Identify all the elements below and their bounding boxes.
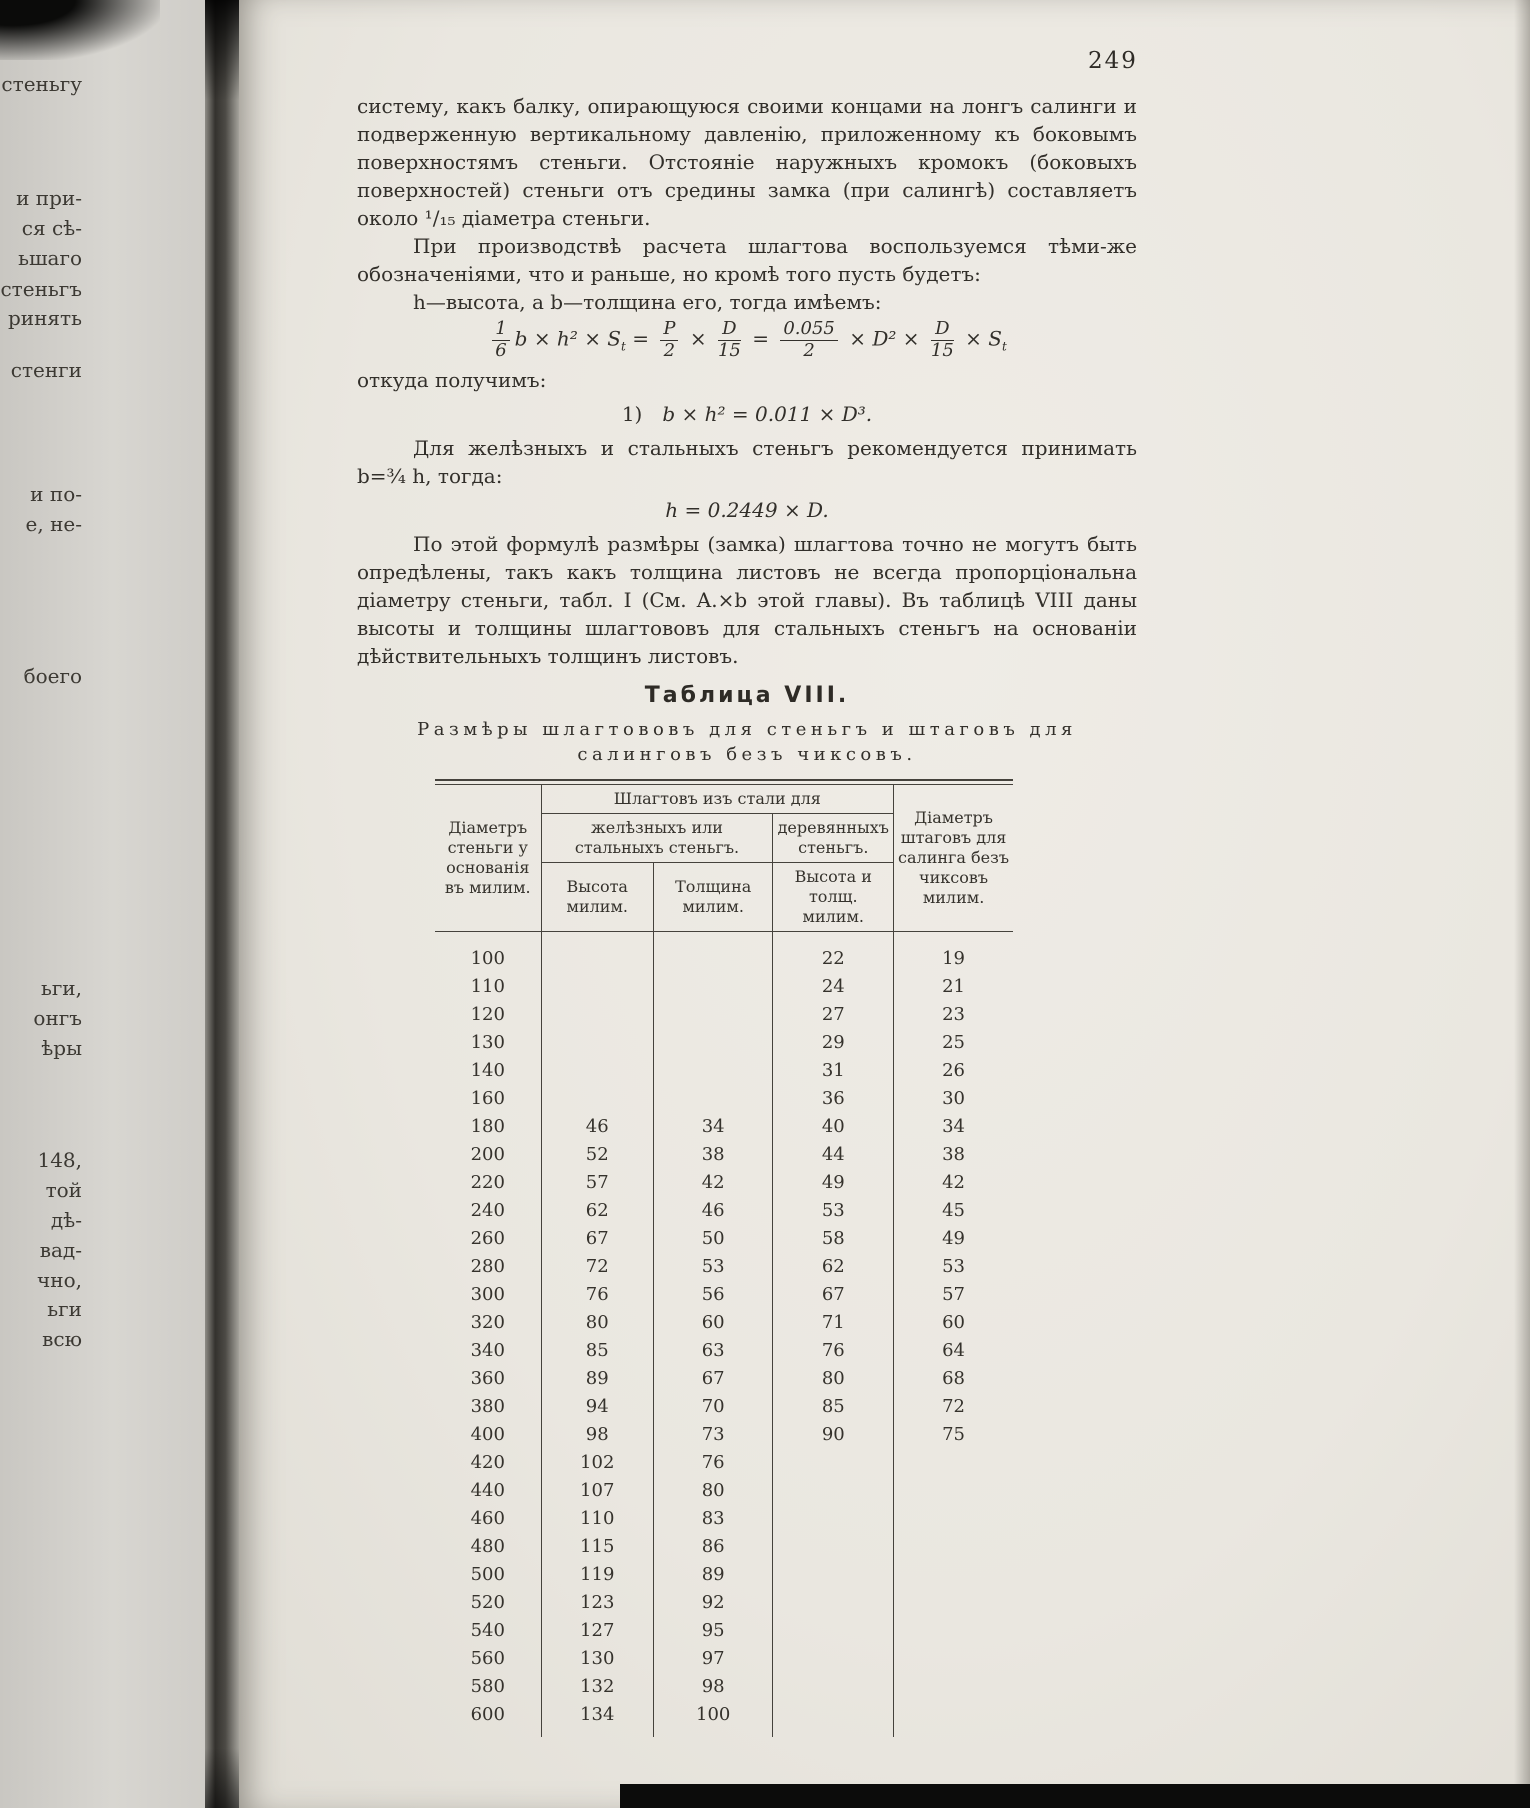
table-cell: 98	[653, 1673, 773, 1701]
table-cell: 26	[942, 1060, 965, 1082]
adjacent-page-text-fragment: и при-	[16, 186, 82, 210]
table-cell	[653, 1057, 773, 1085]
table-cell: 90	[773, 1421, 894, 1449]
table-row	[435, 1253, 1013, 1281]
table-cell: 123	[541, 1589, 653, 1617]
table-cell: 480	[435, 1533, 541, 1561]
table-cell: 27	[773, 1001, 894, 1029]
dimensions-table-wrap	[435, 779, 1013, 1737]
table-cell	[653, 1029, 773, 1057]
table-cell	[653, 932, 773, 974]
table-cell	[541, 1029, 653, 1057]
table-cell: 34	[942, 1116, 965, 1138]
table-row	[435, 1197, 1013, 1225]
table-row	[435, 1477, 1013, 1505]
formula-expression: h = 0.2449 × D.	[665, 498, 829, 523]
table-row	[435, 932, 1013, 974]
table-row	[435, 1029, 1013, 1057]
table-cell	[773, 1701, 894, 1737]
table-cell: 180	[435, 1113, 541, 1141]
table-cell: 44	[773, 1141, 894, 1169]
table-cell: 110	[541, 1505, 653, 1533]
table-cell	[894, 1589, 1013, 1617]
formula-term: × D² ×	[849, 326, 920, 351]
paragraph-system-beam: систему, какъ балку, опирающуюся своими концами на лонгъ салинги и подверженную вертикальному давленію, приложенному къ боковымъ поверхностямъ стеньги. Отстояніе наружныхъ кромокъ (боковыхъ поверхностей) стеньги отъ средины замка (при салингѣ) составляетъ около ¹/₁₅ діаметра стеньги.	[357, 94, 1137, 230]
table-cell: 60	[942, 1312, 965, 1334]
fraction-D-15: $\frac{D}{15}$	[717, 318, 741, 361]
dimensions-table	[435, 784, 1013, 1737]
table-row	[435, 1085, 1013, 1113]
table-cell: 29	[773, 1029, 894, 1057]
book-page	[239, 0, 1530, 1808]
table-cell: 140	[435, 1057, 541, 1085]
table-cell: 540	[435, 1617, 541, 1645]
table-cell: 50	[653, 1225, 773, 1253]
table-cell	[894, 1701, 1013, 1737]
table-row	[435, 1505, 1013, 1533]
table-row	[435, 1449, 1013, 1477]
table-cell: 57	[541, 1169, 653, 1197]
table-cell	[894, 1561, 1013, 1589]
table-cell: 220	[435, 1169, 541, 1197]
table-cell: 120	[435, 1001, 541, 1029]
adjacent-page-text-fragment: ьшаго	[18, 246, 82, 270]
table-cell: 83	[653, 1505, 773, 1533]
paragraph-variables: h—высота, а b—толщина его, тогда имѣемъ:	[413, 290, 882, 314]
adjacent-page-edge	[0, 0, 205, 1808]
table-cell: 85	[773, 1393, 894, 1421]
table-cell	[894, 1673, 1013, 1701]
table-cell: 89	[541, 1365, 653, 1393]
adjacent-page-text-fragment: ѣры	[41, 1036, 82, 1060]
table-cell: 119	[541, 1561, 653, 1589]
formula-h-value	[357, 496, 1137, 524]
table-cell: 63	[653, 1337, 773, 1365]
table-cell: 100	[653, 1701, 773, 1737]
table-cell: 260	[435, 1225, 541, 1253]
table-cell	[773, 1589, 894, 1617]
table-cell: 38	[942, 1144, 965, 1166]
table-cell	[894, 1645, 1013, 1673]
header-wooden-stems: деревянныхъ стеньгъ.	[773, 814, 894, 863]
table-cell	[773, 1673, 894, 1701]
table-row	[435, 1057, 1013, 1085]
table-cell: 240	[435, 1197, 541, 1225]
table-row	[435, 973, 1013, 1001]
paragraph-table-reference: По этой формулѣ размѣры (замка) шлагтова точно не могутъ быть опредѣлены, такъ какъ толщина листовъ не всегда пропорціональна діаметру стеньги, табл. I (См. A.×b этой главы). Въ таблицѣ VIII даны высоты и толщины шлагтововъ для стальныхъ стеньгъ на основаніи дѣйствительныхъ толщинъ листовъ.	[357, 532, 1137, 669]
table-cell: 560	[435, 1645, 541, 1673]
table-cell: 300	[435, 1281, 541, 1309]
paragraph-recommendation: Для желѣзныхъ и стальныхъ стеньгъ рекомендуется принимать b=¾ h, тогда:	[357, 436, 1137, 489]
table-cell	[773, 1449, 894, 1477]
equals-sign: =	[752, 326, 769, 351]
fraction-one-sixth: $\frac{1}{6}$	[492, 319, 509, 361]
page-content	[357, 92, 1137, 1737]
table-row	[435, 1645, 1013, 1673]
margin-fragments	[0, 0, 92, 1808]
adjacent-page-text-fragment: ся сѣ-	[21, 216, 82, 240]
table-subtitle	[357, 717, 1137, 767]
table-cell	[653, 973, 773, 1001]
equals-sign: =	[632, 326, 649, 351]
adjacent-page-text-fragment: е, не-	[25, 512, 82, 536]
table-cell: 62	[541, 1197, 653, 1225]
page-number: 249	[1088, 48, 1138, 74]
header-wood-height-thickness: Высота и толщ. милим.	[773, 863, 894, 932]
table-row	[435, 1701, 1013, 1737]
table-cell: 40	[773, 1113, 894, 1141]
table-cell: 76	[541, 1281, 653, 1309]
header-row-group	[435, 785, 1013, 814]
formula-numbered-1	[357, 400, 1137, 428]
table-cell: 460	[435, 1505, 541, 1533]
adjacent-page-text-fragment: стенги	[10, 358, 82, 382]
table-cell	[773, 1561, 894, 1589]
book-gutter-shadow	[205, 0, 239, 1808]
table-cell: 127	[541, 1617, 653, 1645]
table-cell: 92	[653, 1589, 773, 1617]
table-row	[435, 1309, 1013, 1337]
table-cell: 46	[541, 1113, 653, 1141]
table-cell: 380	[435, 1393, 541, 1421]
table-row	[435, 1589, 1013, 1617]
table-cell	[541, 973, 653, 1001]
subscript-t: t	[1001, 339, 1007, 354]
table-title: Таблица VIII.	[644, 683, 850, 709]
table-cell	[773, 1617, 894, 1645]
table-cell: 53	[773, 1197, 894, 1225]
table-row	[435, 1001, 1013, 1029]
table-cell: 130	[541, 1645, 653, 1673]
adjacent-page-text-fragment: дѣ-	[50, 1208, 82, 1232]
table-cell: 34	[653, 1113, 773, 1141]
table-row	[435, 1365, 1013, 1393]
table-cell: 280	[435, 1253, 541, 1281]
table-row	[435, 1225, 1013, 1253]
scanner-bed-bottom	[620, 1784, 1530, 1808]
page-right-edge-shadow	[1514, 0, 1530, 1808]
fraction-P-2: $\frac{P}{2}$	[660, 319, 678, 361]
adjacent-page-text-fragment: стеньгу	[1, 72, 82, 96]
table-cell: 130	[435, 1029, 541, 1057]
adjacent-page-text-fragment: онгъ	[33, 1006, 82, 1030]
table-cell	[894, 1533, 1013, 1561]
table-cell	[773, 1533, 894, 1561]
table-cell: 57	[942, 1284, 965, 1306]
table-cell: 25	[942, 1032, 965, 1054]
formula-term: b × h² × S	[514, 326, 622, 351]
table-cell: 46	[653, 1197, 773, 1225]
table-cell: 134	[541, 1701, 653, 1737]
formula-expression: b × h² = 0.011 × D³.	[662, 402, 873, 427]
table-row	[435, 1113, 1013, 1141]
table-cell: 420	[435, 1449, 541, 1477]
adjacent-page-text-fragment: ринять	[7, 306, 82, 330]
table-body	[435, 932, 1013, 1738]
table-row	[435, 1337, 1013, 1365]
table-cell: 62	[773, 1253, 894, 1281]
adjacent-page-text-fragment: боего	[23, 664, 82, 688]
adjacent-page-text-fragment: 148,	[37, 1148, 82, 1172]
table-row	[435, 1533, 1013, 1561]
header-stem-diameter: Діаметръ стеньги у основанія въ милим.	[435, 785, 541, 932]
table-cell: 19	[942, 948, 965, 970]
table-cell	[894, 1617, 1013, 1645]
table-cell	[541, 1001, 653, 1029]
table-cell: 76	[653, 1449, 773, 1477]
table-header	[435, 785, 1013, 932]
table-cell: 53	[942, 1256, 965, 1278]
table-cell: 52	[541, 1141, 653, 1169]
table-cell: 95	[653, 1617, 773, 1645]
table-cell: 115	[541, 1533, 653, 1561]
adjacent-page-text-fragment: всю	[42, 1327, 82, 1351]
table-cell: 132	[541, 1673, 653, 1701]
table-row	[435, 1281, 1013, 1309]
table-cell: 320	[435, 1309, 541, 1337]
table-row	[435, 1169, 1013, 1197]
table-row	[435, 1673, 1013, 1701]
formula-term: × S	[965, 326, 1002, 351]
table-cell: 72	[942, 1396, 965, 1418]
table-cell: 100	[435, 932, 541, 974]
table-cell: 86	[653, 1533, 773, 1561]
paragraph-whence: откуда получимъ:	[357, 368, 547, 393]
table-cell: 80	[653, 1477, 773, 1505]
table-subtitle-line-2: салинговъ безъ чиксовъ.	[577, 744, 917, 766]
header-iron-steel-stems: желѣзныхъ или стальныхъ стеньгъ.	[541, 814, 773, 863]
table-cell: 49	[773, 1169, 894, 1197]
fraction-D-15: $\frac{D}{15}$	[930, 318, 954, 361]
fraction-0055-2: $\frac{0.055}{2}$	[780, 319, 838, 361]
table-cell: 24	[773, 973, 894, 1001]
table-cell: 580	[435, 1673, 541, 1701]
table-cell: 53	[653, 1253, 773, 1281]
table-cell: 600	[435, 1701, 541, 1737]
table-cell: 102	[541, 1449, 653, 1477]
table-cell: 200	[435, 1141, 541, 1169]
table-cell: 500	[435, 1561, 541, 1589]
table-cell	[653, 1001, 773, 1029]
adjacent-page-text-fragment: стеньгъ	[0, 277, 82, 301]
adjacent-page-text-fragment: чно,	[37, 1268, 82, 1292]
table-cell: 76	[773, 1337, 894, 1365]
table-cell: 160	[435, 1085, 541, 1113]
table-cell: 520	[435, 1589, 541, 1617]
table-cell: 400	[435, 1421, 541, 1449]
table-cell: 42	[942, 1172, 965, 1194]
table-cell: 31	[773, 1057, 894, 1085]
adjacent-page-text-fragment: ьги,	[40, 976, 82, 1000]
table-cell: 75	[942, 1424, 965, 1446]
table-cell	[653, 1085, 773, 1113]
adjacent-page-text-fragment: ьги	[47, 1297, 82, 1321]
table-cell: 36	[773, 1085, 894, 1113]
table-cell: 67	[653, 1365, 773, 1393]
table-row	[435, 1561, 1013, 1589]
table-cell	[541, 932, 653, 974]
table-cell: 97	[653, 1645, 773, 1673]
header-thickness-mm: Толщина милим.	[653, 863, 773, 932]
table-cell: 70	[653, 1393, 773, 1421]
table-cell: 340	[435, 1337, 541, 1365]
table-cell: 110	[435, 973, 541, 1001]
table-cell	[773, 1477, 894, 1505]
table-subtitle-line-1: Размѣры шлагтововъ для стеньгъ и штаговъ для	[417, 719, 1077, 741]
table-cell	[541, 1085, 653, 1113]
table-cell: 21	[942, 976, 965, 998]
table-cell	[894, 1505, 1013, 1533]
times-sign: ×	[689, 326, 707, 351]
table-cell: 360	[435, 1365, 541, 1393]
table-cell: 38	[653, 1141, 773, 1169]
table-row	[435, 1141, 1013, 1169]
table-cell: 23	[942, 1004, 965, 1026]
table-cell: 58	[773, 1225, 894, 1253]
table-cell	[773, 1505, 894, 1533]
table-cell: 73	[653, 1421, 773, 1449]
table-cell: 56	[653, 1281, 773, 1309]
table-cell	[773, 1645, 894, 1673]
table-cell: 80	[773, 1365, 894, 1393]
adjacent-page-text-fragment: вад-	[39, 1238, 82, 1262]
table-cell: 67	[541, 1225, 653, 1253]
table-cell: 49	[942, 1228, 965, 1250]
table-cell: 80	[541, 1309, 653, 1337]
table-cell	[894, 1477, 1013, 1505]
table-row	[435, 1617, 1013, 1645]
table-cell: 94	[541, 1393, 653, 1421]
formula-main-equation	[357, 319, 1137, 361]
table-cell: 64	[942, 1340, 965, 1362]
table-cell: 30	[942, 1088, 965, 1110]
table-cell: 71	[773, 1309, 894, 1337]
header-stag-diameter: Діаметръ штаговъ для салинга безъ чиксовъ милим.	[894, 785, 1013, 932]
header-height-mm: Высота милим.	[541, 863, 653, 932]
table-cell: 67	[773, 1281, 894, 1309]
formula-label: 1)	[621, 402, 643, 427]
adjacent-page-text-fragment: и по-	[30, 482, 82, 506]
table-cell: 72	[541, 1253, 653, 1281]
table-cell: 22	[773, 932, 894, 974]
table-cell	[541, 1057, 653, 1085]
table-cell: 98	[541, 1421, 653, 1449]
header-shlagtov-steel: Шлагтовъ изъ стали для	[541, 785, 894, 814]
paragraph-calculation-intro: При производствѣ расчета шлагтова воспользуемся тѣми-же обозначеніями, что и раньше, но кромѣ того пусть будетъ:	[357, 234, 1137, 286]
subscript-t: t	[621, 339, 626, 354]
table-row	[435, 1421, 1013, 1449]
table-cell	[894, 1449, 1013, 1477]
table-cell: 89	[653, 1561, 773, 1589]
table-cell: 45	[942, 1200, 965, 1222]
table-cell: 85	[541, 1337, 653, 1365]
table-cell: 42	[653, 1169, 773, 1197]
table-cell: 60	[653, 1309, 773, 1337]
adjacent-page-text-fragment: той	[45, 1178, 82, 1202]
table-cell: 440	[435, 1477, 541, 1505]
table-cell: 68	[942, 1368, 965, 1390]
table-row	[435, 1393, 1013, 1421]
table-cell: 107	[541, 1477, 653, 1505]
